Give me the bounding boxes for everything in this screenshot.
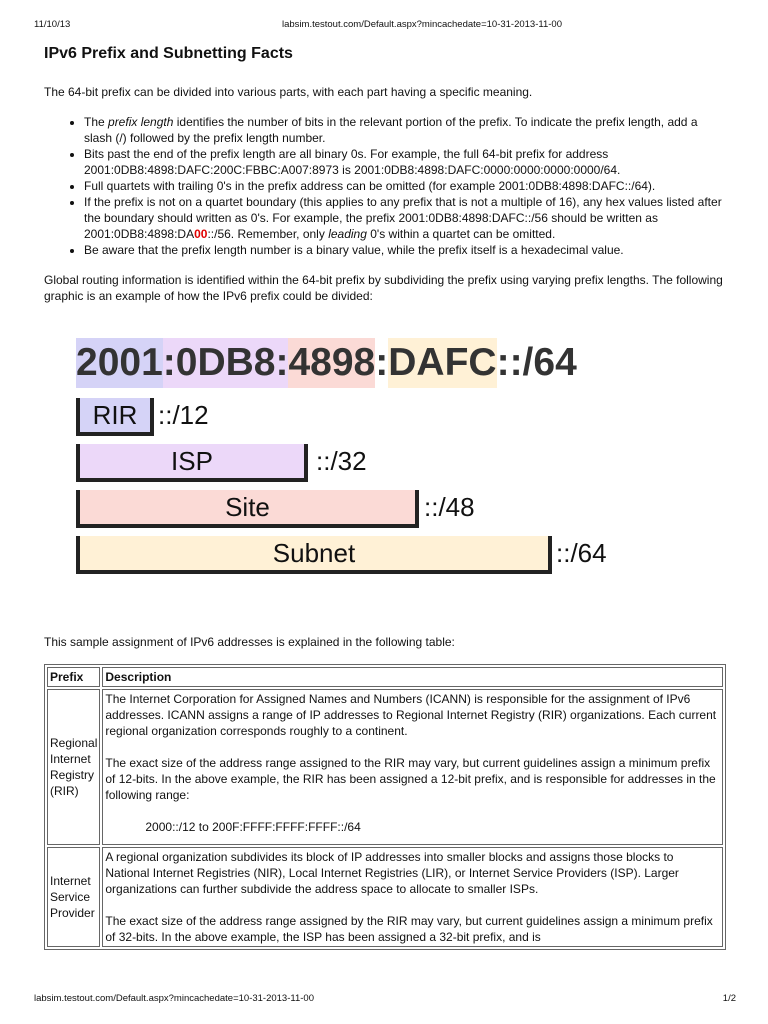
prefix-diagram bbox=[44, 318, 726, 630]
address-range: 2000::/12 to 200F:FFFF:FFFF:FFFF::/64 bbox=[145, 820, 361, 834]
list-item: • Bits past the end of the prefix length are all binary 0s. For example, the full 64-bit prefix for address 2001:0DB8:4898:DAFC:200C:FBBC:A007:8973 is 2001:0DB8:4898:DAFC:0000:0000:0000:0000/64. bbox=[84, 146, 726, 178]
emphasis: prefix length bbox=[108, 115, 174, 129]
list-item bbox=[84, 114, 726, 146]
print-url: labsim.testout.com/Default.aspx?mincachedate=10-31-2013-11-00 bbox=[282, 19, 562, 30]
global-routing-paragraph: Global routing information is identified within the 64-bit prefix by subdividing the prefix using varying prefix lengths. The following graphic is an example of how the IPv6 prefix could be divided: bbox=[44, 273, 723, 303]
description-cell bbox=[102, 847, 723, 947]
address-isp-segment bbox=[163, 338, 289, 388]
intro-paragraph: The 64-bit prefix can be divided into various parts, with each part having a specific meaning. bbox=[44, 85, 533, 99]
column-header-description: Description bbox=[102, 667, 723, 687]
table-caption: This sample assignment of IPv6 addresses is explained in the following table: bbox=[44, 635, 455, 649]
footer-url: labsim.testout.com/Default.aspx?mincachedate=10-31-2013-11-00 bbox=[34, 993, 314, 1004]
text: 0's within a quartet can be omitted. bbox=[366, 227, 556, 241]
table-header-row bbox=[47, 667, 723, 687]
site-bar: Site bbox=[76, 490, 419, 528]
page-number: 1/2 bbox=[722, 993, 736, 1004]
description-paragraph: A regional organization subdivides its block of IP addresses into smaller blocks and assigns those blocks to National Internet Registries (NIR), Local Internet Registries (LIR), or Internet Service Providers (ISP). Larger organizations can further subdivide the address space to allocate to smaller ISPs. bbox=[105, 850, 679, 896]
emphasis: leading bbox=[328, 227, 367, 241]
address-suffix: ::/64 bbox=[496, 341, 577, 384]
address-rir-segment: 2001 bbox=[76, 338, 163, 388]
subnet-bar: Subnet bbox=[76, 536, 552, 574]
prefix-address bbox=[76, 338, 577, 388]
address-site-segment: 4898 bbox=[288, 338, 375, 388]
list-item: • Full quartets with trailing 0's in the prefix address can be omitted (for example 2001:0DB8:4898:DAFC::/64). bbox=[84, 178, 726, 194]
highlight-zeros: 00 bbox=[194, 227, 208, 241]
assignment-table bbox=[44, 664, 726, 950]
page-title: IPv6 Prefix and Subnetting Facts bbox=[44, 45, 293, 62]
separator: : bbox=[375, 341, 389, 384]
address-subnet-segment: DAFC bbox=[388, 338, 496, 388]
list-item: • Be aware that the prefix length number is a binary value, while the prefix itself is a hexadecimal value. bbox=[84, 242, 726, 258]
facts-list bbox=[44, 114, 726, 258]
rir-prefix-length: ::/12 bbox=[158, 400, 209, 430]
description-paragraph: The exact size of the address range assigned to the RIR may vary, but current guidelines assign a minimum prefix of 12-bits. In the above example, the RIR has been assigned a 12-bit prefix, and is responsible for addresses in the following range: bbox=[105, 756, 716, 802]
text: If the prefix is not on a quartet boundary (this applies to any prefix that is not a multiple of 16), any hex values listed after the boundary should written as 0's. For example, the prefix 2001:0DB8:4898:DAFC::/56 should be written as 2001:0DB8:4898:DA bbox=[84, 195, 722, 241]
description-paragraph: The Internet Corporation for Assigned Names and Numbers (ICANN) is responsible for the assignment of IPv6 addresses. ICANN assigns a range of IP addresses to Regional Internet Registry (RIR) organizations. Each current regional organization corresponds roughly to a continent. bbox=[105, 692, 717, 738]
isp-prefix-length: ::/32 bbox=[316, 446, 367, 476]
description-paragraph: The exact size of the address range assigned by the RIR may vary, but current guidelines assign a minimum prefix of 32-bits. In the above example, the ISP has been assigned a 32-bit prefix, and is bbox=[105, 914, 713, 944]
text: identifies the number of bits in the relevant portion of the prefix. To indicate the prefix length, add a slash (/) followed by the prefix length number. bbox=[84, 115, 698, 145]
separator: : bbox=[275, 341, 289, 384]
subnet-prefix-length: ::/64 bbox=[556, 538, 607, 568]
site-prefix-length: ::/48 bbox=[424, 492, 475, 522]
table-row bbox=[47, 689, 723, 845]
rir-bar: RIR bbox=[76, 398, 154, 436]
column-header-prefix: Prefix bbox=[47, 667, 100, 687]
text: ::/56. Remember, only bbox=[207, 227, 329, 241]
address-isp-text: 0DB8 bbox=[175, 341, 276, 384]
text: The bbox=[84, 115, 109, 129]
page-content bbox=[44, 44, 726, 950]
prefix-name-cell: Regional Internet Registry (RIR) bbox=[47, 689, 100, 845]
list-item bbox=[84, 194, 726, 242]
table-row bbox=[47, 847, 723, 947]
isp-bar: ISP bbox=[76, 444, 308, 482]
prefix-name-cell: Internet Service Provider bbox=[47, 847, 100, 947]
description-cell bbox=[102, 689, 723, 845]
separator: : bbox=[162, 341, 176, 384]
print-date: 11/10/13 bbox=[34, 19, 71, 30]
